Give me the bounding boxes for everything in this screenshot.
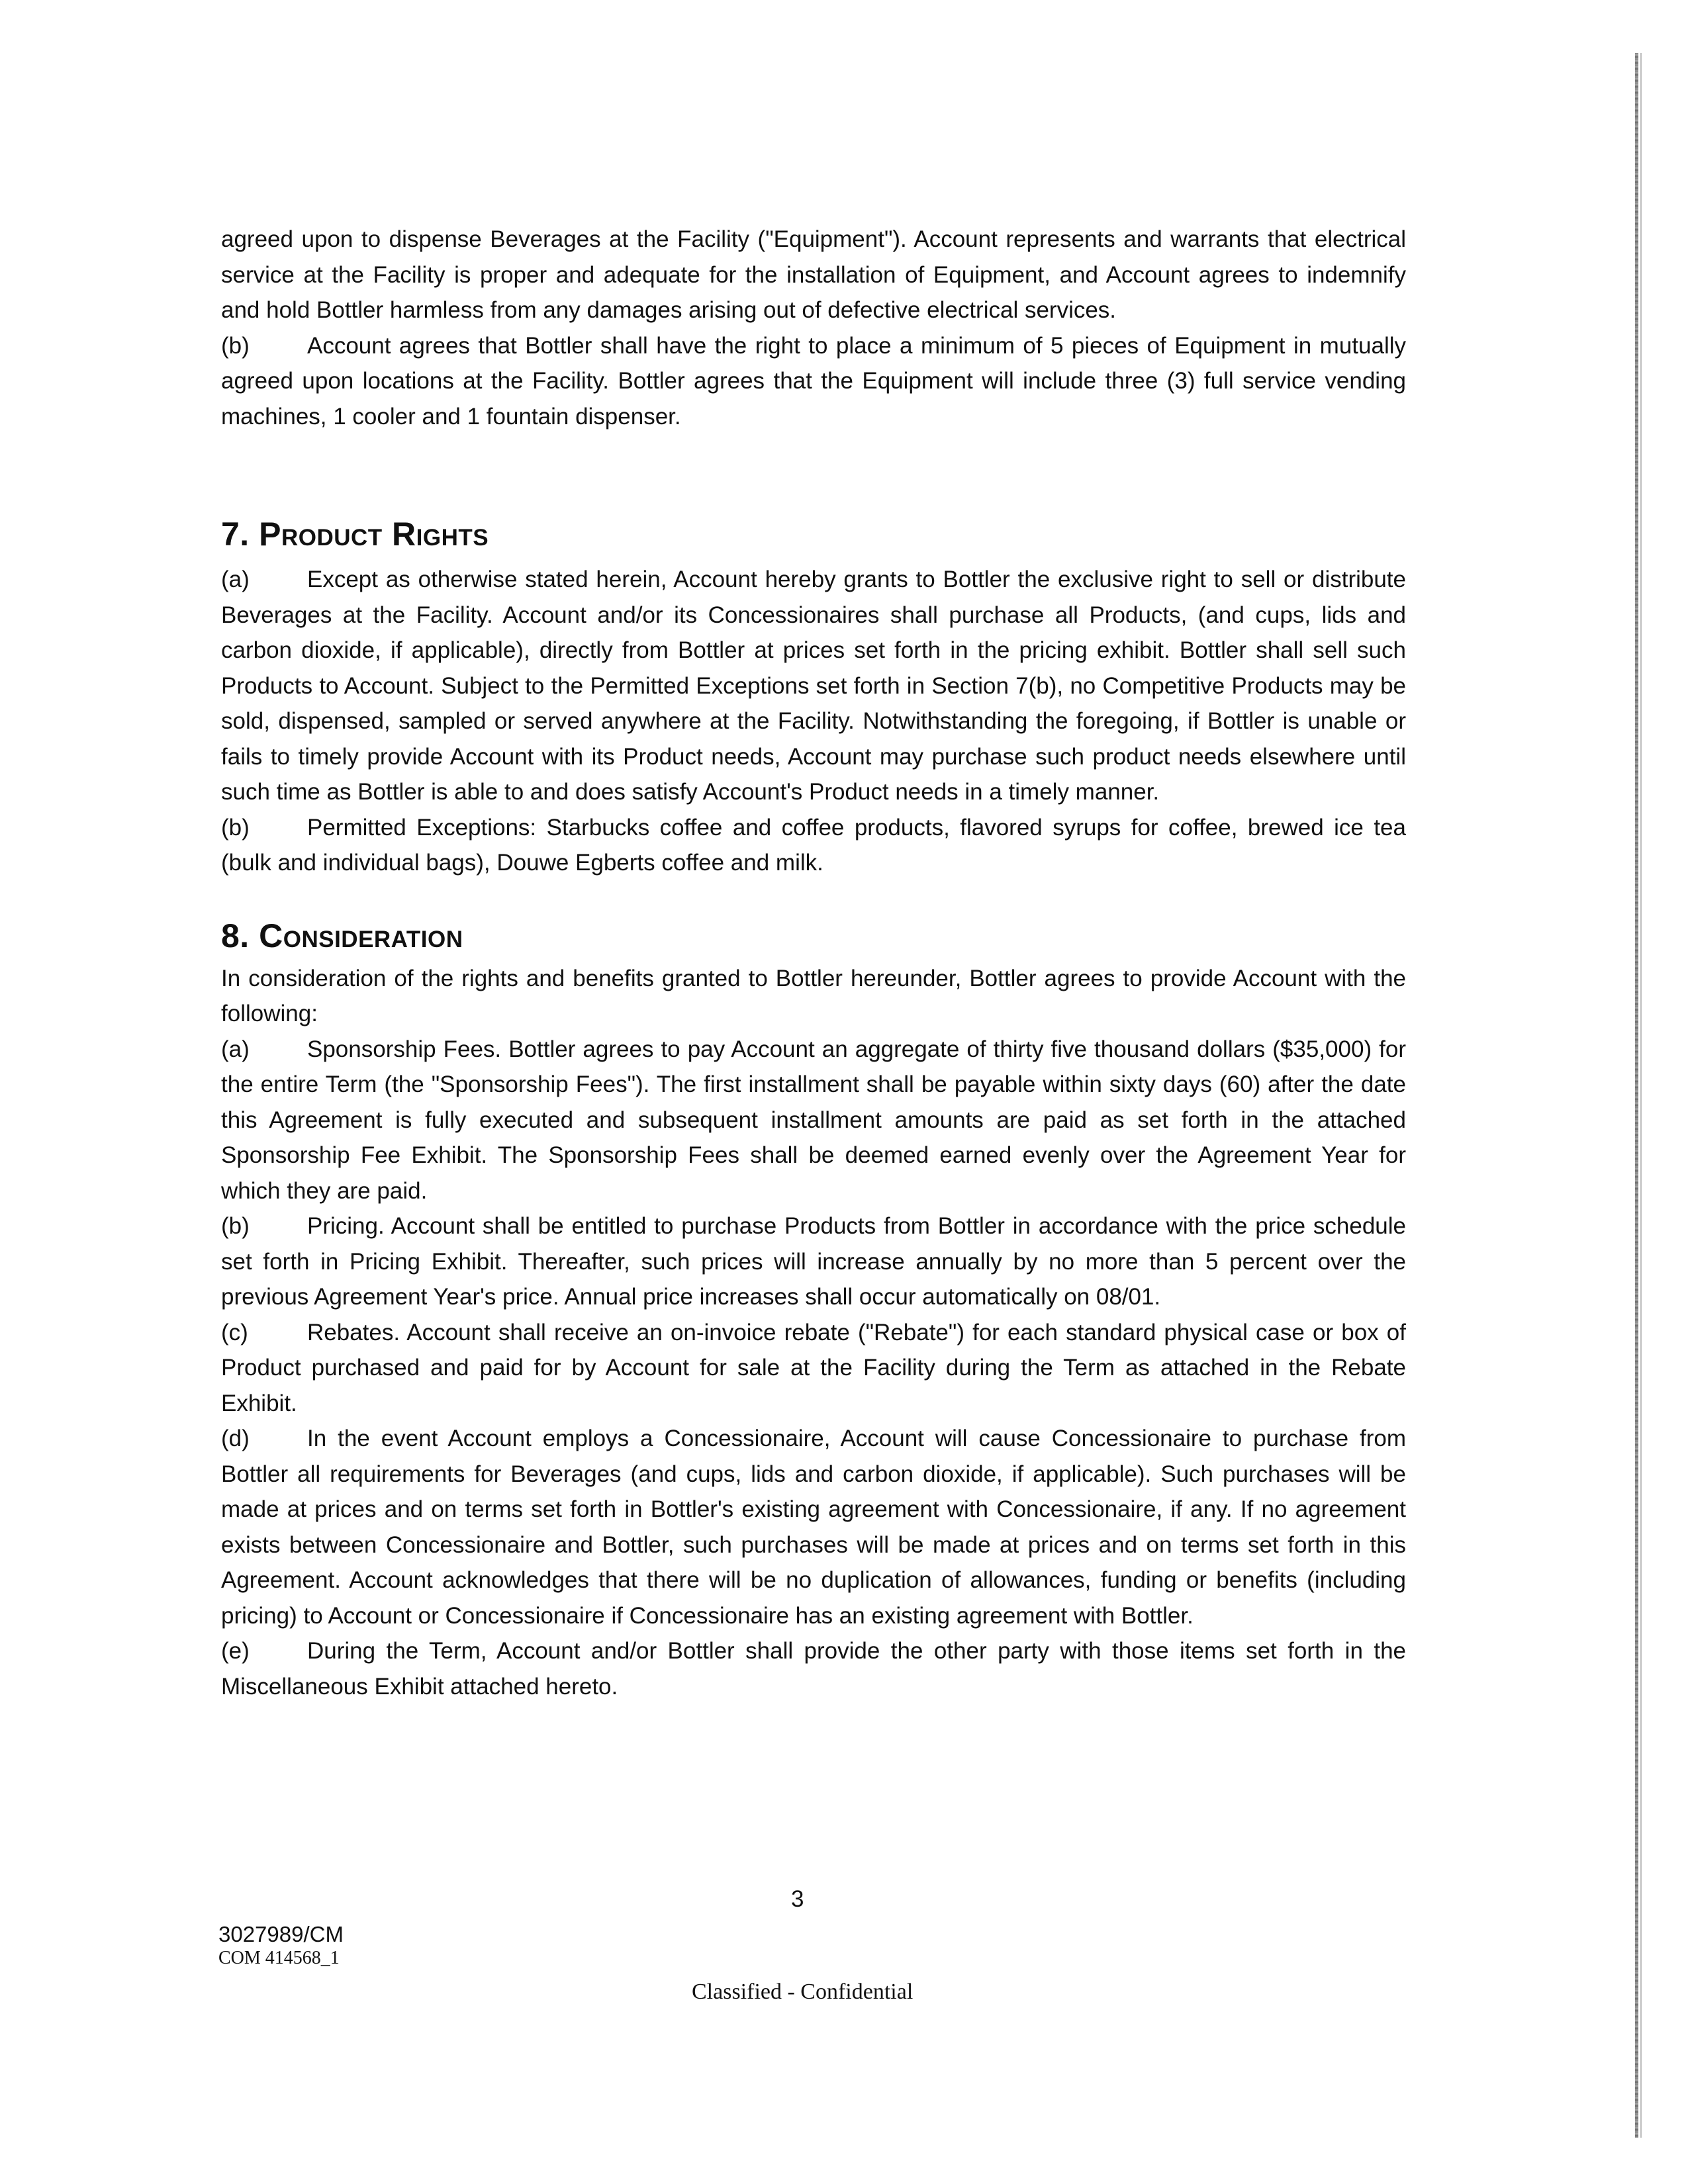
section-8-item-c (221, 1315, 1406, 1422)
section-number: 8. (221, 917, 250, 954)
item-letter: (b) (221, 814, 250, 841)
item-letter: (c) (221, 1319, 248, 1345)
item-text: In the event Account employs a Concessionaire, Account will cause Concessionaire to purchase from Bottler all requirements for Beverages (and cups, lids and carbon dioxide, if applicable). Such purchases will be made at prices and on terms set forth in Bottler's existing agreement with Concessionaire, if any. If no agreement exists between Concessionaire and Bottler, such purchases will be made at prices and on terms set forth in this Agreement. Account acknowledges that there will be no duplication of allowances, funding or benefits (including pricing) to Account or Concessionaire if Concessionaire has an existing agreement with Bottler. (221, 1426, 1406, 1629)
section-8-item-e (221, 1633, 1406, 1704)
item-text: Permitted Exceptions: Starbucks coffee and coffee products, flavored syrups for coffee, brewed ice tea (bulk and individual bags), Douwe Egberts coffee and milk. (221, 814, 1406, 876)
classification-label: Classified - Confidential (692, 1979, 914, 2004)
section-8-intro: In consideration of the rights and benefits granted to Bottler hereunder, Bottler agrees to provide Account with the following: (221, 965, 1406, 1026)
page-number: 3 (791, 1886, 804, 1912)
continuation-paragraph: agreed upon to dispense Beverages at the Facility ("Equipment"). Account represents and warrants that electrical service at the Facility is proper and adequate for the installation of Equipment, and Account agrees to indemnify and hold Bottler harmless from any damages arising out of defective electrical services. (221, 226, 1406, 323)
section-title: Consideration (259, 917, 463, 954)
section-title: Product Rights (259, 516, 489, 553)
section-8-item-a (221, 1032, 1406, 1209)
continuation-item-b (221, 328, 1406, 435)
item-text: Pricing. Account shall be entitled to purchase Products from Bottler in accordance with the price schedule set forth in Pricing Exhibit. Thereafter, such prices will increase annually by no more than 5 percent over the previous Agreement Year's price. Annual price increases shall occur automatically on 08/01. (221, 1213, 1406, 1310)
section-7-item-a (221, 562, 1406, 810)
section-8-heading (221, 916, 1406, 956)
section-7-item-b (221, 810, 1406, 881)
scanned-page-edge (1635, 53, 1638, 2138)
section-8-item-d (221, 1421, 1406, 1633)
item-text: Account agrees that Bottler shall have the right to place a minimum of 5 pieces of Equipment in mutually agreed upon locations at the Facility. Bottler agrees that the Equipment will include three (3) full service vending machines, 1 cooler and 1 fountain dispenser. (221, 332, 1406, 430)
item-letter: (b) (221, 1213, 250, 1239)
item-letter: (e) (221, 1638, 250, 1664)
scanned-page-edge-line (1640, 53, 1642, 2138)
section-8-item-b (221, 1208, 1406, 1315)
item-text: During the Term, Account and/or Bottler shall provide the other party with those items set forth in the Miscellaneous Exhibit attached hereto. (221, 1638, 1406, 1700)
item-text: Except as otherwise stated herein, Account hereby grants to Bottler the exclusive right to sell or distribute Beverages at the Facility. Account and/or its Concessionaires shall purchase all Products, (and cups, lids and carbon dioxide, if applicable), directly from Bottler at prices set forth in the pricing exhibit. Bottler shall sell such Products to Account. Subject to the Permitted Exceptions set forth in Section 7(b), no Competitive Products may be sold, dispensed, sampled or served anywhere at the Facility. Notwithstanding the foregoing, if Bottler is unable or fails to timely provide Account with its Product needs, Account may purchase such product needs elsewhere until such time as Bottler is able to and does satisfy Account's Product needs in a timely manner. (221, 567, 1406, 805)
document-body (221, 222, 1406, 1704)
item-letter: (a) (221, 1036, 250, 1062)
section-number: 7. (221, 516, 250, 553)
section-7-heading (221, 514, 1406, 554)
item-text: Rebates. Account shall receive an on-invoice rebate ("Rebate") for each standard physical case or box of Product purchased and paid for by Account for sale at the Facility during the Term as attached in the Rebate Exhibit. (221, 1319, 1406, 1416)
item-letter: (a) (221, 567, 250, 592)
item-letter: (b) (221, 332, 250, 359)
footer-com-id: COM 414568_1 (218, 1948, 340, 1968)
footer-document-id: 3027989/CM (218, 1922, 344, 1946)
item-letter: (d) (221, 1426, 250, 1451)
item-text: Sponsorship Fees. Bottler agrees to pay Account an aggregate of thirty five thousand dollars ($35,000) for the entire Term (the "Sponsorship Fees"). The first installment shall be payable within sixty days (60) after the date this Agreement is fully executed and subsequent installment amounts are paid as set forth in the attached Sponsorship Fee Exhibit. The Sponsorship Fees shall be deemed earned evenly over the Agreement Year for which they are paid. (221, 1036, 1406, 1204)
